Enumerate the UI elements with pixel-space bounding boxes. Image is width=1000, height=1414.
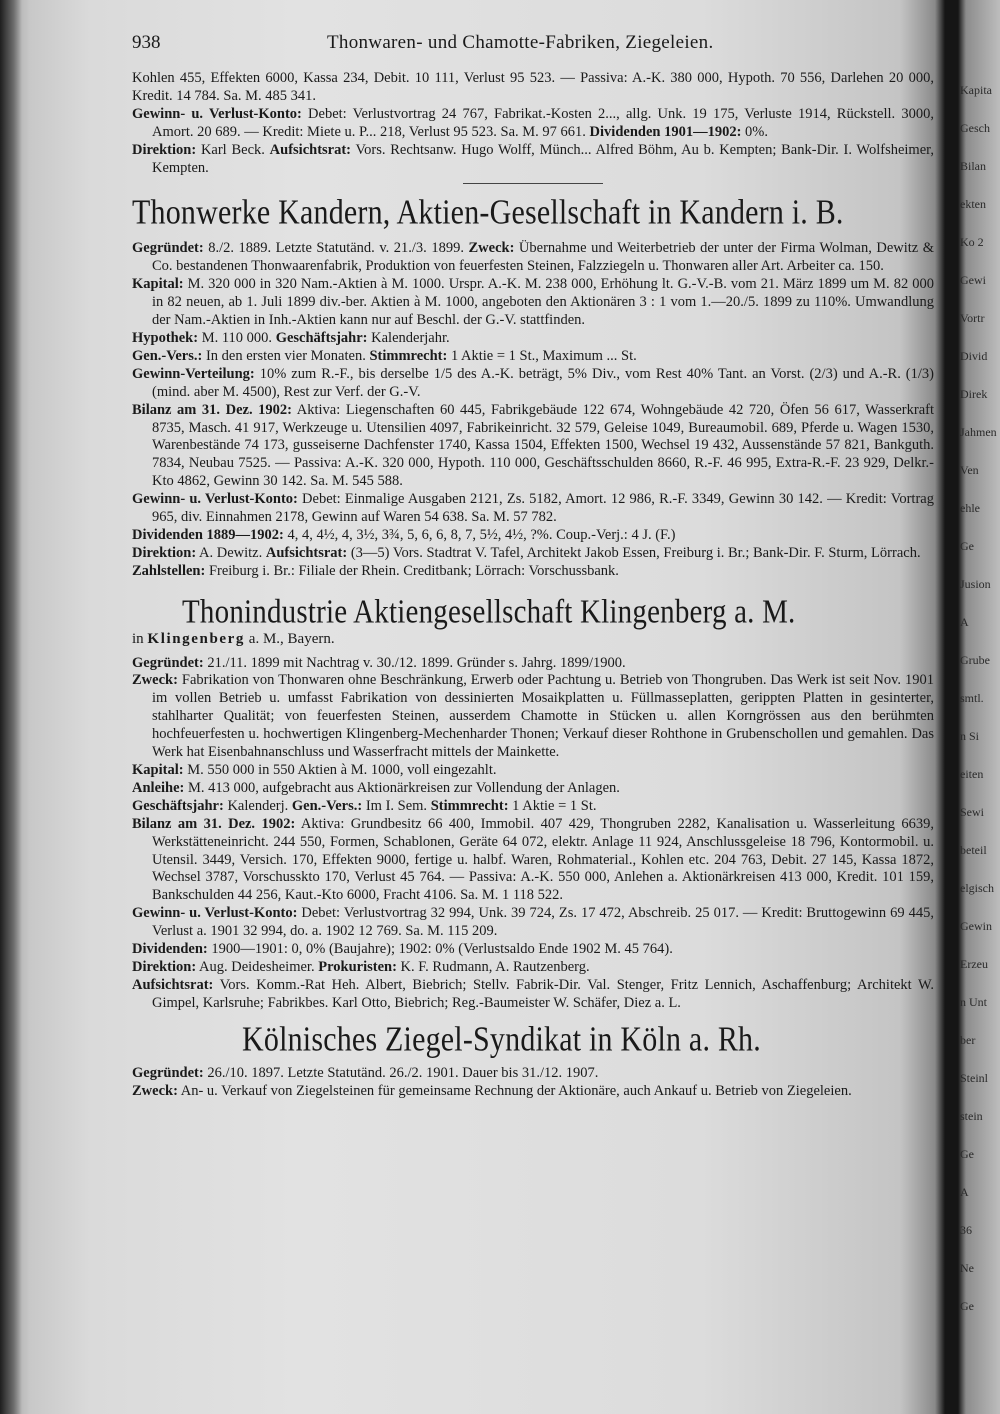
adjacent-page-fragment: Direk: [960, 387, 988, 401]
management-paragraph: [132, 545, 934, 563]
capital-label: Kapital:: [132, 762, 184, 778]
entry-koelnisches-ziegel-syndikat: [132, 1020, 934, 1101]
adjacent-page-fragment: Jahmen: [960, 425, 997, 439]
adjacent-page-fragment: Sewi: [960, 805, 984, 819]
adjacent-page-fragment: Ge: [960, 1147, 974, 1161]
adjacent-page-fragment: Grube: [960, 653, 990, 667]
dividends-text: 1900—1901: 0, 0% (Baujahre); 1902: 0% (Verlustsaldo Ende 1902 M. 45 764).: [207, 941, 673, 958]
meeting-paragraph: [132, 348, 934, 366]
profit-loss-paragraph: [132, 106, 934, 142]
board-label: Aufsichtsrat:: [132, 976, 214, 993]
directors-label: Direktion:: [132, 958, 197, 975]
section-divider: [463, 183, 603, 184]
voting-right-label: Stimmrecht:: [430, 797, 509, 814]
location-place: Klingenberg: [147, 630, 246, 647]
procurists-text: K. F. Rudmann, A. Rautzenberg.: [396, 958, 590, 975]
purpose-text: An- u. Verkauf von Ziegelsteinen für gemeinsame Rechnung der Aktionäre, auch Ankauf u. Betrieb von Ziegeleien.: [177, 1082, 852, 1099]
voting-right-label: Stimmrecht:: [369, 347, 448, 364]
adjacent-page-fragment: Jusion: [960, 577, 991, 591]
adjacent-page-strip: [960, 80, 1000, 1380]
profit-distribution-label: Gewinn-Verteilung:: [132, 365, 255, 382]
profit-loss-text: Debet: Verlustvortrag 32 994, Unk. 39 724, Zs. 17 472, Abschreib. 25 017. — Kredit: Bruttogewinn 69 445, Verlust a. 1901 32 994, do. a. 1902 12 769. Sa. M. 115 209.: [152, 905, 934, 940]
balance-text: Aktiva: Liegenschaften 60 445, Fabrikgebäude 122 674, Wohngebäude 42 720, Öfen 56 617, Wasserkraft 8735, Masch. 41 917, Werkzeuge u. Utensilien 4097, Fabrikeinricht. 32 579, Geleise 1049, Bureaumobil. 689, Pferde u. Wagen 1530, Warenbestände 74 173, gusseiserne Dachfenster 1740, Kassa 1504, Effekten 1500, Wechsel 19 432, Aussenstände 57 821, Bankguth. 7834, Neubau 7525. — Passiva: A.-K. 320 000, Hypoth. 110 000, Geschäftsschulden 8660, R.-F. 46 995, Extra-R.-F. 23 929, Delkr.-Kto 4862, Gewinn 30 142. Sa. M. 545 588.: [152, 401, 934, 490]
mortgage-paragraph: [132, 330, 934, 348]
adjacent-page-fragment: Ne: [960, 1261, 974, 1275]
board-label: Aufsichtsrat:: [265, 544, 348, 561]
balance-label: Bilanz am 31. Dez. 1902:: [132, 815, 296, 832]
board-text: Vors. Komm.-Rat Heh. Albert, Biebrich; Stellv. Fabrik-Dir. Val. Stenger, Fritz Lennich, Aschaffenburg; Architekt W. Gimpel, Karlsruhe; Fabrikbes. Karl Otto, Biebrich; Reg.-Baumeister W. Schäfer, Diez a. L.: [152, 976, 934, 1011]
board-label: Aufsichtsrat:: [269, 141, 352, 158]
adjacent-page-fragment: ekten: [960, 197, 986, 211]
purpose-paragraph: [132, 672, 934, 762]
adjacent-page-fragment: Ko 2: [960, 235, 984, 249]
adjacent-page-fragment: n Unt: [960, 995, 987, 1009]
fiscal-year-label: Geschäftsjahr:: [132, 797, 224, 814]
directors-text: Aug. Deidesheimer.: [196, 958, 315, 975]
adjacent-page-fragment: eiten: [960, 767, 984, 781]
running-title: Thonwaren- und Chamotte-Fabriken, Ziegeleien.: [327, 32, 714, 53]
purpose-label: Zweck:: [468, 240, 515, 257]
adjacent-page-fragment: beteil: [960, 843, 987, 857]
profit-loss-label: Gewinn- u. Verlust-Konto:: [132, 905, 298, 922]
general-meeting-label: Gen.-Vers.:: [291, 797, 363, 814]
directors-label: Direktion:: [132, 141, 197, 158]
fiscal-paragraph: [132, 798, 934, 816]
balance-text: Aktiva: Grundbesitz 66 400, Immobil. 407 429, Thongruben 2282, Kanalisation u. Wasserleitung 6639, Werkstätteneinricht. 244 550, Formen, Schablonen, Geräte 64 072, elektr. Anlage 11 924, Anschlussgeleise 18 796, Kontormobil. u. Utensil. 3449, Versich. 170, Effekten 9000, fertige u. halbf. Waren, Rohmaterial., Kohlen etc. 204 763, Debit. 27 145, Kassa 1872, Wechsel 3787, Vorschusskto 170, Verlust 45 764. — Passiva: A.-K. 550 000, Anlehen a. Aktionärkreisen 413 000, Kredit. 101 159, Bankschulden 44 256, Kaut.-Kto 6000, Fracht 4106. Sa. M. 1 118 522.: [152, 815, 934, 904]
profit-loss-text: Debet: Einmalige Ausgaben 2121, Zs. 5182, Amort. 12 986, R.-F. 3349, Gewinn 30 142. — Kredit: Vortrag 965, div. Einnahmen 2178, Gewinn auf Waren 54 638. Sa. M. 57 782.: [152, 491, 934, 526]
adjacent-page-fragment: Vortr: [960, 311, 985, 325]
voting-right-text: 1 Aktie = 1 St., Maximum ... St.: [447, 347, 637, 364]
management-paragraph: [132, 142, 934, 178]
adjacent-page-fragment: Ge: [960, 539, 974, 553]
profit-loss-paragraph: [132, 905, 934, 941]
dividends-label: Dividenden 1889—1902:: [132, 526, 284, 543]
general-meeting-text: In den ersten vier Monaten.: [202, 347, 366, 364]
board-text: (3—5) Vors. Stadtrat V. Tafel, Architekt Jakob Essen, Freiburg i. Br.; Bank-Dir. F. Sturm, Lörrach.: [347, 544, 921, 561]
adjacent-page-fragment: Kapita: [960, 83, 992, 97]
adjacent-page-fragment: A: [960, 1185, 969, 1199]
profit-loss-label: Gewinn- u. Verlust-Konto:: [132, 105, 302, 122]
purpose-label: Zweck:: [132, 672, 178, 689]
dividends-text: 0%.: [741, 123, 769, 140]
founded-label: Gegründet:: [132, 654, 204, 671]
capital-paragraph: [132, 762, 934, 780]
page-content: [132, 70, 934, 1370]
paying-agents-text: Freiburg i. Br.: Filiale der Rhein. Creditbank; Lörrach: Vorschussbank.: [205, 562, 619, 579]
general-meeting-text: Im I. Sem.: [362, 797, 428, 814]
paying-agents-paragraph: [132, 563, 934, 581]
dividends-paragraph: [132, 941, 934, 959]
entry-thonindustrie-klingenberg: [132, 595, 934, 1013]
fiscal-year-label: Geschäftsjahr:: [275, 329, 368, 346]
founded-paragraph: [132, 1065, 934, 1083]
entry-thonwerke-kandern: [132, 193, 934, 580]
founded-label: Gegründet:: [132, 1064, 204, 1081]
dividends-text: 4, 4, 4½, 4, 3½, 3¾, 5, 6, 6, 8, 7, 5½, 4½, ?%. Coup.-Verj.: 4 J. (F.): [283, 526, 676, 543]
purpose-paragraph: [132, 1083, 934, 1101]
loan-text: M. 413 000, aufgebracht aus Aktionärkreisen zur Vollendung der Anlagen.: [184, 779, 620, 796]
purpose-text: Fabrikation von Thonwaren ohne Beschränkung, Erwerb oder Pachtung u. Betrieb von Thongruben. Das Werk ist seit Nov. 1901 im vollen Betrieb u. umfasst Fabrikation von dessinierten Mosaikplatten u. Füllmasseplatten, gerippten Platten in gesinterter, stahlharter Qualität; von feuerfesten Steinen, ausserdem Chamotte in Stücken u. allen Korngrössen aus den berühmten hochfeuerfesten u. hochwertigen Klingenberg-Mechenharder Thonen; Verkauf dieser Rohthone in Grubenschollen und gemahlen. Das Werk hat Eisenbahnanschluss und Wasserfracht mittels der Mainkette.: [152, 672, 934, 761]
directors-text: Karl Beck.: [196, 141, 265, 158]
balance-paragraph: [132, 402, 934, 492]
mortgage-label: Hypothek:: [132, 329, 199, 346]
dividends-paragraph: [132, 527, 934, 545]
founded-text: 8./2. 1889. Letzte Statutänd. v. 21./3. 1899.: [203, 240, 464, 257]
profit-distribution-paragraph: [132, 366, 934, 402]
adjacent-page-fragment: Ven: [960, 463, 979, 477]
fiscal-year-text: Kalenderjahr.: [367, 329, 450, 346]
procurists-label: Prokuristen:: [318, 958, 397, 975]
adjacent-page-fragment: Gewin: [960, 919, 992, 933]
adjacent-page-fragment: Gewi: [960, 273, 986, 287]
page-header: [132, 32, 932, 58]
adjacent-page-fragment: Ge: [960, 1299, 974, 1313]
company-title: Thonwerke Kandern, Aktien-Gesellschaft in Kandern i. B.: [132, 193, 844, 232]
dividends-label: Dividenden:: [132, 941, 208, 958]
loan-paragraph: [132, 780, 934, 798]
profit-distribution-text: 10% zum R.-F., bis derselbe 1/5 des A.-K. beträgt, 5% Div., vom Rest 40% Tant. an Vorst. (2/3) und A.-R. (1/3) (mind. aber M. 4500), Rest zur Verf. der G.-V.: [152, 365, 934, 400]
purpose-label: Zweck:: [132, 1082, 178, 1099]
mortgage-text: M. 110 000.: [198, 329, 273, 346]
balance-continuation: Kohlen 455, Effekten 6000, Kassa 234, Debit. 10 111, Verlust 95 523. — Passiva: A.-K. 380 000, Hypoth. 70 556, Darlehen 20 000, Kredit. 14 784. Sa. M. 485 341.: [132, 70, 934, 104]
loan-label: Anleihe:: [132, 779, 185, 796]
adjacent-page-fragment: Gesch: [960, 121, 990, 135]
adjacent-page-fragment: smtl.: [960, 691, 984, 705]
profit-loss-label: Gewinn- u. Verlust-Konto:: [132, 491, 298, 508]
founded-paragraph: [132, 240, 934, 276]
page-number: 938: [132, 32, 161, 53]
founded-paragraph: [132, 655, 934, 673]
entry-continuation: [132, 70, 934, 184]
fiscal-year-text: Kalenderj.: [223, 797, 289, 814]
directors-text: A. Dewitz.: [196, 544, 263, 561]
board-text: Vors. Rechtsanw. Hugo Wolff, Münch... Alfred Böhm, Au b. Kempten; Bank-Dir. I. Wolfsheimer, Kempten.: [152, 141, 934, 176]
company-title: Kölnisches Ziegel-Syndikat in Köln a. Rh.: [242, 1020, 761, 1059]
adjacent-page-fragment: ehle: [960, 501, 980, 515]
founded-text: 26./10. 1897. Letzte Statutänd. 26./2. 1901. Dauer bis 31./12. 1907.: [203, 1064, 599, 1081]
balance-label: Bilanz am 31. Dez. 1902:: [132, 401, 292, 418]
adjacent-page-fragment: 36: [960, 1223, 972, 1237]
management-paragraph: [132, 959, 934, 977]
company-location: [132, 631, 934, 649]
company-title: Thonindustrie Aktiengesellschaft Klingenberg a. M.: [182, 593, 796, 631]
directors-label: Direktion:: [132, 544, 197, 561]
location-prefix: in: [132, 630, 148, 647]
voting-right-text: 1 Aktie = 1 St.: [508, 797, 597, 814]
binding-shadow: [0, 0, 22, 1414]
founded-text: 21./11. 1899 mit Nachtrag v. 30./12. 1899. Gründer s. Jahrg. 1899/1900.: [203, 654, 626, 671]
paying-agents-label: Zahlstellen:: [132, 562, 206, 579]
adjacent-page-fragment: Erzeu: [960, 957, 988, 971]
dividends-label: Dividenden 1901—1902:: [589, 123, 742, 140]
adjacent-page-fragment: stein: [960, 1109, 983, 1123]
purpose-text: Übernahme und Weiterbetrieb der unter der Firma Wolman, Dewitz & Co. bestandenen Thonwaarenfabrik, Produktion von feuerfesten Steinen, Falzziegeln u. Thonwaren aller Art. Arbeiter ca. 150.: [152, 240, 934, 275]
adjacent-page-fragment: ber: [960, 1033, 976, 1047]
board-paragraph: [132, 977, 934, 1013]
balance-paragraph: [132, 816, 934, 906]
adjacent-page-fragment: n Si: [960, 729, 980, 743]
founded-label: Gegründet:: [132, 240, 204, 257]
location-suffix: a. M., Bayern.: [245, 630, 335, 647]
capital-paragraph: [132, 276, 934, 330]
adjacent-page-fragment: Steinl: [960, 1071, 989, 1085]
capital-label: Kapital:: [132, 276, 184, 293]
adjacent-page-fragment: Bilan: [960, 159, 986, 173]
general-meeting-label: Gen.-Vers.:: [132, 347, 203, 364]
capital-text: M. 550 000 in 550 Aktien à M. 1000, voll eingezahlt.: [183, 762, 497, 778]
profit-loss-text: Debet: Verlustvortrag 24 767, Fabrikat.-Kosten 2..., allg. Unk. 19 175, Verluste 1914, Rückstell. 3000, Amort. 20 689. — Kredit: Miete u. P... 218, Verlust 95 523. Sa. M. 97 661.: [152, 105, 934, 140]
adjacent-page-fragment: Divid: [960, 349, 988, 363]
capital-text: M. 320 000 in 320 Nam.-Aktien à M. 1000. Urspr. A.-K. M. 238 000, Erhöhung lt. G.-V.-B. vom 21. März 1899 um M. 82 000 in 82 neuen, ab 1. Juli 1899 div.-ber. Aktien à M. 1000, angeboten den Aktionären 3 : 1 vom 1.—20./5. 1899 zu 110%. Umwandlung der Nam.-Aktien in Inh.-Aktien kann nur auf Beschl. der G.-V. stattfinden.: [152, 276, 934, 329]
adjacent-page-fragment: elgisch: [960, 881, 994, 895]
profit-loss-paragraph: [132, 491, 934, 527]
adjacent-page-fragment: A: [960, 615, 969, 629]
